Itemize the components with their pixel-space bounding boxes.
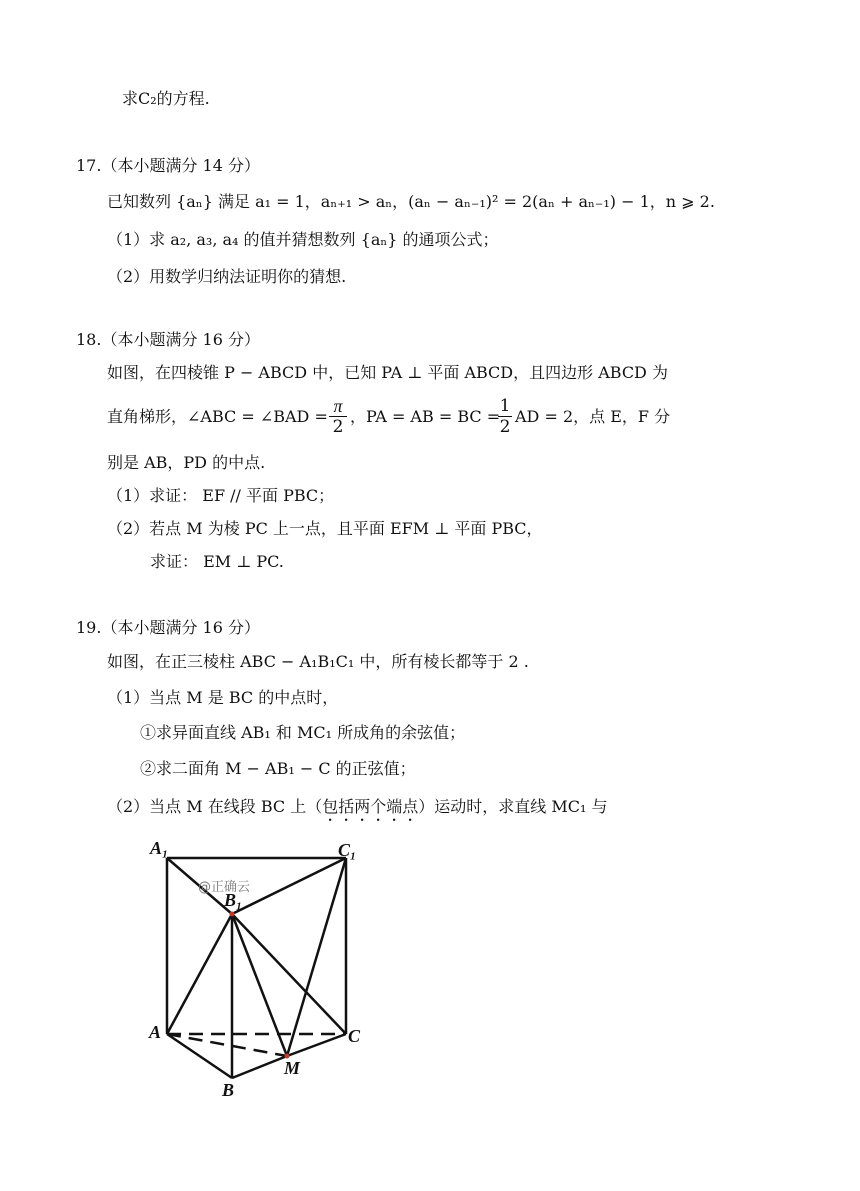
q19-part1-a: ①求异面直线 AB₁ 和 MC₁ 所成角的余弦值； [140, 723, 466, 742]
q19-part2-start: （2）当点 M 在线段 BC 上（ [107, 797, 323, 816]
label-A: A [149, 1022, 162, 1042]
q19-stem: 如图，在正三棱柱 ABC − A₁B₁C₁ 中，所有棱长都等于 2 . [107, 652, 529, 671]
label-B1: B₁ [224, 890, 243, 910]
q17-heading: 17.（本小题满分 14 分） [76, 156, 260, 175]
q18-stem-line1: 如图，在四棱锥 P − ABCD 中，已知 PA ⊥ 平面 ABCD，且四边形 ABCD 为 [107, 363, 668, 382]
fraction-numerator: π [333, 396, 343, 416]
label-A1: A₁ [150, 838, 169, 858]
watermark: @正确云 [198, 880, 251, 895]
label-M: M [284, 1058, 301, 1078]
label-C: C [348, 1026, 361, 1046]
segment-B1-C [232, 914, 346, 1034]
fraction-denominator: 2 [499, 417, 511, 437]
q17-stem: 已知数列 {aₙ} 满足 a₁ = 1，aₙ₊₁ > aₙ，(aₙ − aₙ₋₁)² = 2(aₙ + aₙ₋₁) − 1，n ⩾ 2. [107, 192, 715, 211]
edge-M-C [287, 1034, 346, 1056]
q19-part2-end: ）运动时，求直线 MC₁ 与 [418, 797, 608, 816]
q18-stem-line3: 别是 AB，PD 的中点. [107, 453, 266, 472]
fraction-denominator: 2 [332, 417, 344, 437]
line-c2-equation: 求C₂的方程. [122, 89, 210, 108]
q18-part2: （2）若点 M 为棱 PC 上一点，且平面 EFM ⊥ 平面 PBC， [107, 519, 543, 538]
prism-edges [167, 858, 346, 1078]
label-B: B [222, 1080, 235, 1100]
q18-stem-line2c: AD = 2，点 E，F 分 [515, 407, 671, 426]
q18-part1: （1）求证： EF // 平面 PBC； [107, 486, 335, 505]
q19-part1-b: ②求二面角 M − AB₁ − C 的正弦值； [140, 759, 416, 778]
q17-part1: （1）求 a₂, a₃, a₄ 的值并猜想数列 {aₙ} 的通项公式； [107, 230, 499, 249]
q18-part2-proof: 求证： EM ⊥ PC. [150, 552, 284, 571]
label-C1: C₁ [338, 840, 357, 860]
q18-stem-line2a: 直角梯形，∠ABC = ∠BAD = [107, 407, 328, 426]
q17-part2: （2）用数学归纳法证明你的猜想. [107, 267, 347, 286]
q18-stem-line2b: ，PA = AB = BC = [350, 407, 501, 426]
point-B1 [230, 912, 235, 917]
segment-A-B1 [167, 914, 232, 1034]
q18-heading: 18.（本小题满分 16 分） [76, 330, 260, 349]
q19-part1: （1）当点 M 是 BC 的中点时， [107, 688, 339, 707]
edge-B-M [232, 1056, 287, 1078]
q19-part2-emphasis: 包括两个端点 [322, 797, 419, 816]
q19-heading: 19.（本小题满分 16 分） [76, 618, 260, 637]
fraction-numerator: 1 [499, 396, 511, 416]
